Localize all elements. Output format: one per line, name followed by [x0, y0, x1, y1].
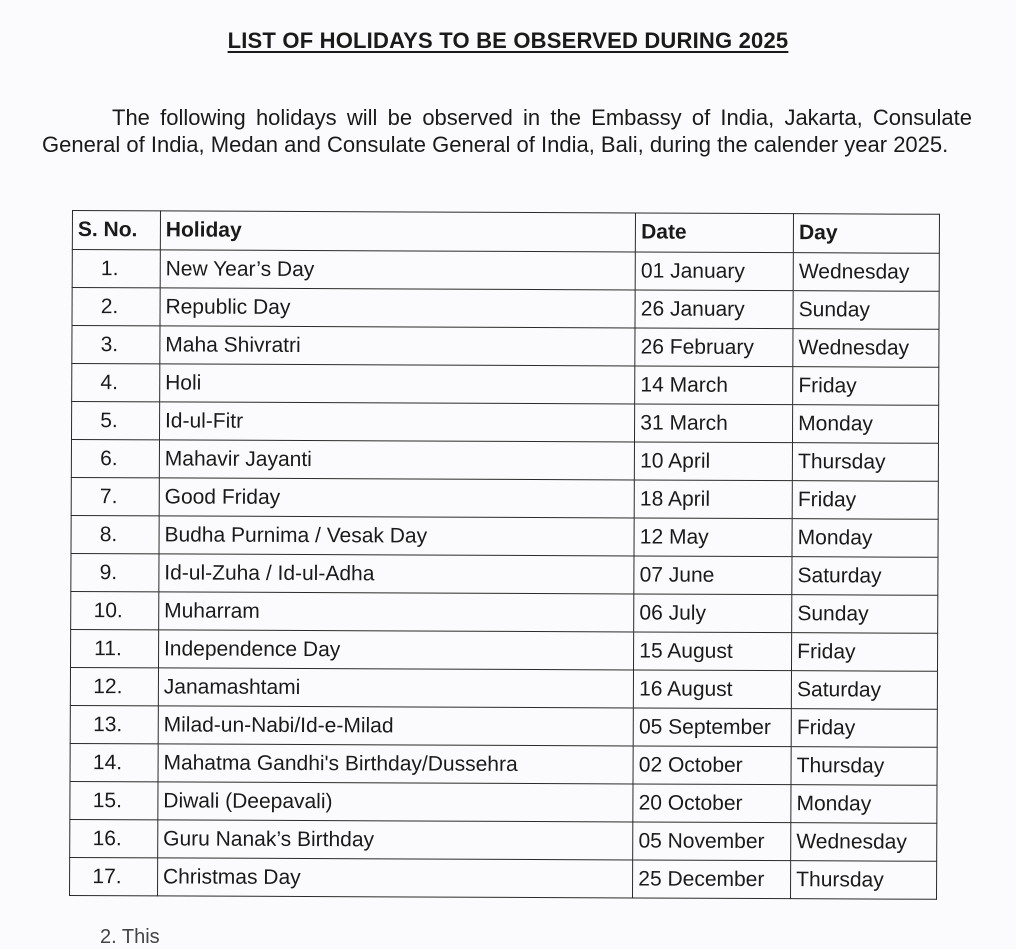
table-row — [70, 781, 937, 823]
cell-date: 26 February — [635, 328, 793, 367]
cell-day: Monday — [792, 519, 938, 558]
table-row — [70, 667, 937, 709]
cell-day: Monday — [791, 785, 937, 824]
table-row — [71, 402, 938, 444]
cell-sno: 9. — [71, 553, 159, 591]
cell-sno: 17. — [70, 857, 158, 895]
cell-day: Friday — [792, 633, 938, 672]
cell-sno: 14. — [70, 743, 158, 781]
cell-day: Wednesday — [793, 329, 939, 368]
cell-day: Sunday — [792, 595, 938, 634]
cell-date: 01 January — [635, 252, 793, 291]
cell-day: Wednesday — [793, 253, 939, 292]
header-holiday: Holiday — [160, 211, 635, 252]
cell-sno: 4. — [72, 364, 160, 402]
cell-sno: 1. — [72, 250, 160, 288]
cell-date: 14 March — [635, 366, 793, 405]
cell-day: Saturday — [791, 671, 937, 710]
cell-sno: 10. — [71, 591, 159, 629]
cell-sno: 2. — [72, 288, 160, 326]
holiday-table — [69, 210, 940, 900]
cell-sno: 13. — [70, 705, 158, 743]
cell-date: 07 June — [634, 556, 792, 595]
cell-date: 05 September — [633, 708, 791, 747]
cell-sno: 11. — [71, 629, 159, 667]
table-row — [71, 629, 938, 671]
cell-day: Friday — [791, 709, 937, 748]
cell-holiday: Holi — [160, 364, 635, 404]
cell-date: 25 December — [633, 860, 791, 899]
cell-day: Friday — [792, 481, 938, 520]
cell-holiday: Id-ul-Fitr — [159, 402, 634, 442]
cell-sno: 3. — [72, 326, 160, 364]
cell-holiday: Independence Day — [158, 630, 633, 670]
cell-holiday: Diwali (Deepavali) — [158, 782, 633, 822]
table-row — [71, 515, 938, 557]
cell-day: Monday — [793, 405, 939, 444]
cell-date: 16 August — [634, 670, 792, 709]
cell-day: Thursday — [792, 443, 938, 482]
header-sno: S. No. — [72, 211, 160, 250]
cell-sno: 15. — [70, 781, 158, 819]
footer-fragment: 2. This — [100, 926, 160, 948]
cell-holiday: Budha Purnima / Vesak Day — [159, 516, 634, 556]
cell-holiday: Id-ul-Zuha / Id-ul-Adha — [159, 554, 634, 594]
cell-holiday: Guru Nanak’s Birthday — [158, 820, 633, 860]
cell-date: 20 October — [633, 784, 791, 823]
table-row — [71, 477, 938, 519]
cell-holiday: Maha Shivratri — [160, 326, 635, 366]
cell-date: 15 August — [634, 632, 792, 671]
intro-paragraph: The following holidays will be observed in the Embassy of India, Jakarta, Consulate General of India, Medan and Consulate General of India, Bali, during the calender year 2025. — [42, 105, 972, 157]
table-row — [72, 326, 939, 368]
cell-holiday: New Year’s Day — [160, 250, 635, 290]
cell-date: 06 July — [634, 594, 792, 633]
cell-holiday: Milad-un-Nabi/Id-e-Milad — [158, 706, 633, 746]
cell-date: 18 April — [634, 480, 792, 519]
cell-holiday: Janamashtami — [158, 668, 633, 708]
cell-holiday: Mahavir Jayanti — [159, 440, 634, 480]
table-header-row — [72, 211, 939, 254]
table-row — [70, 819, 937, 861]
cell-holiday: Good Friday — [159, 478, 634, 518]
cell-sno: 5. — [71, 402, 159, 440]
cell-holiday: Muharram — [159, 592, 634, 632]
cell-holiday: Mahatma Gandhi's Birthday/Dussehra — [158, 744, 633, 784]
cell-date: 02 October — [633, 746, 791, 785]
table-row — [71, 440, 938, 482]
cell-day: Friday — [793, 367, 939, 406]
cell-sno: 6. — [71, 440, 159, 478]
header-date: Date — [636, 213, 794, 253]
cell-sno: 16. — [70, 819, 158, 857]
cell-date: 12 May — [634, 518, 792, 557]
header-day: Day — [793, 214, 939, 254]
table-row — [71, 553, 938, 595]
cell-day: Thursday — [791, 747, 937, 786]
cell-date: 26 January — [635, 290, 793, 329]
cell-date: 10 April — [635, 442, 793, 481]
table-row — [70, 705, 937, 747]
cell-day: Sunday — [793, 291, 939, 330]
cell-holiday: Christmas Day — [157, 858, 632, 898]
cell-day: Saturday — [792, 557, 938, 596]
document-title: LIST OF HOLIDAYS TO BE OBSERVED DURING 2025 — [227, 28, 789, 53]
cell-sno: 8. — [71, 515, 159, 553]
table-row — [72, 250, 939, 292]
cell-date: 31 March — [635, 404, 793, 443]
cell-sno: 12. — [70, 667, 158, 705]
cell-date: 05 November — [633, 822, 791, 861]
cell-sno: 7. — [71, 477, 159, 515]
cell-day: Wednesday — [791, 823, 937, 862]
cell-day: Thursday — [791, 861, 937, 900]
cell-holiday: Republic Day — [160, 288, 635, 328]
table-row — [70, 857, 937, 899]
table-row — [70, 743, 937, 785]
table-row — [72, 288, 939, 330]
table-row — [72, 364, 939, 406]
table-row — [71, 591, 938, 633]
